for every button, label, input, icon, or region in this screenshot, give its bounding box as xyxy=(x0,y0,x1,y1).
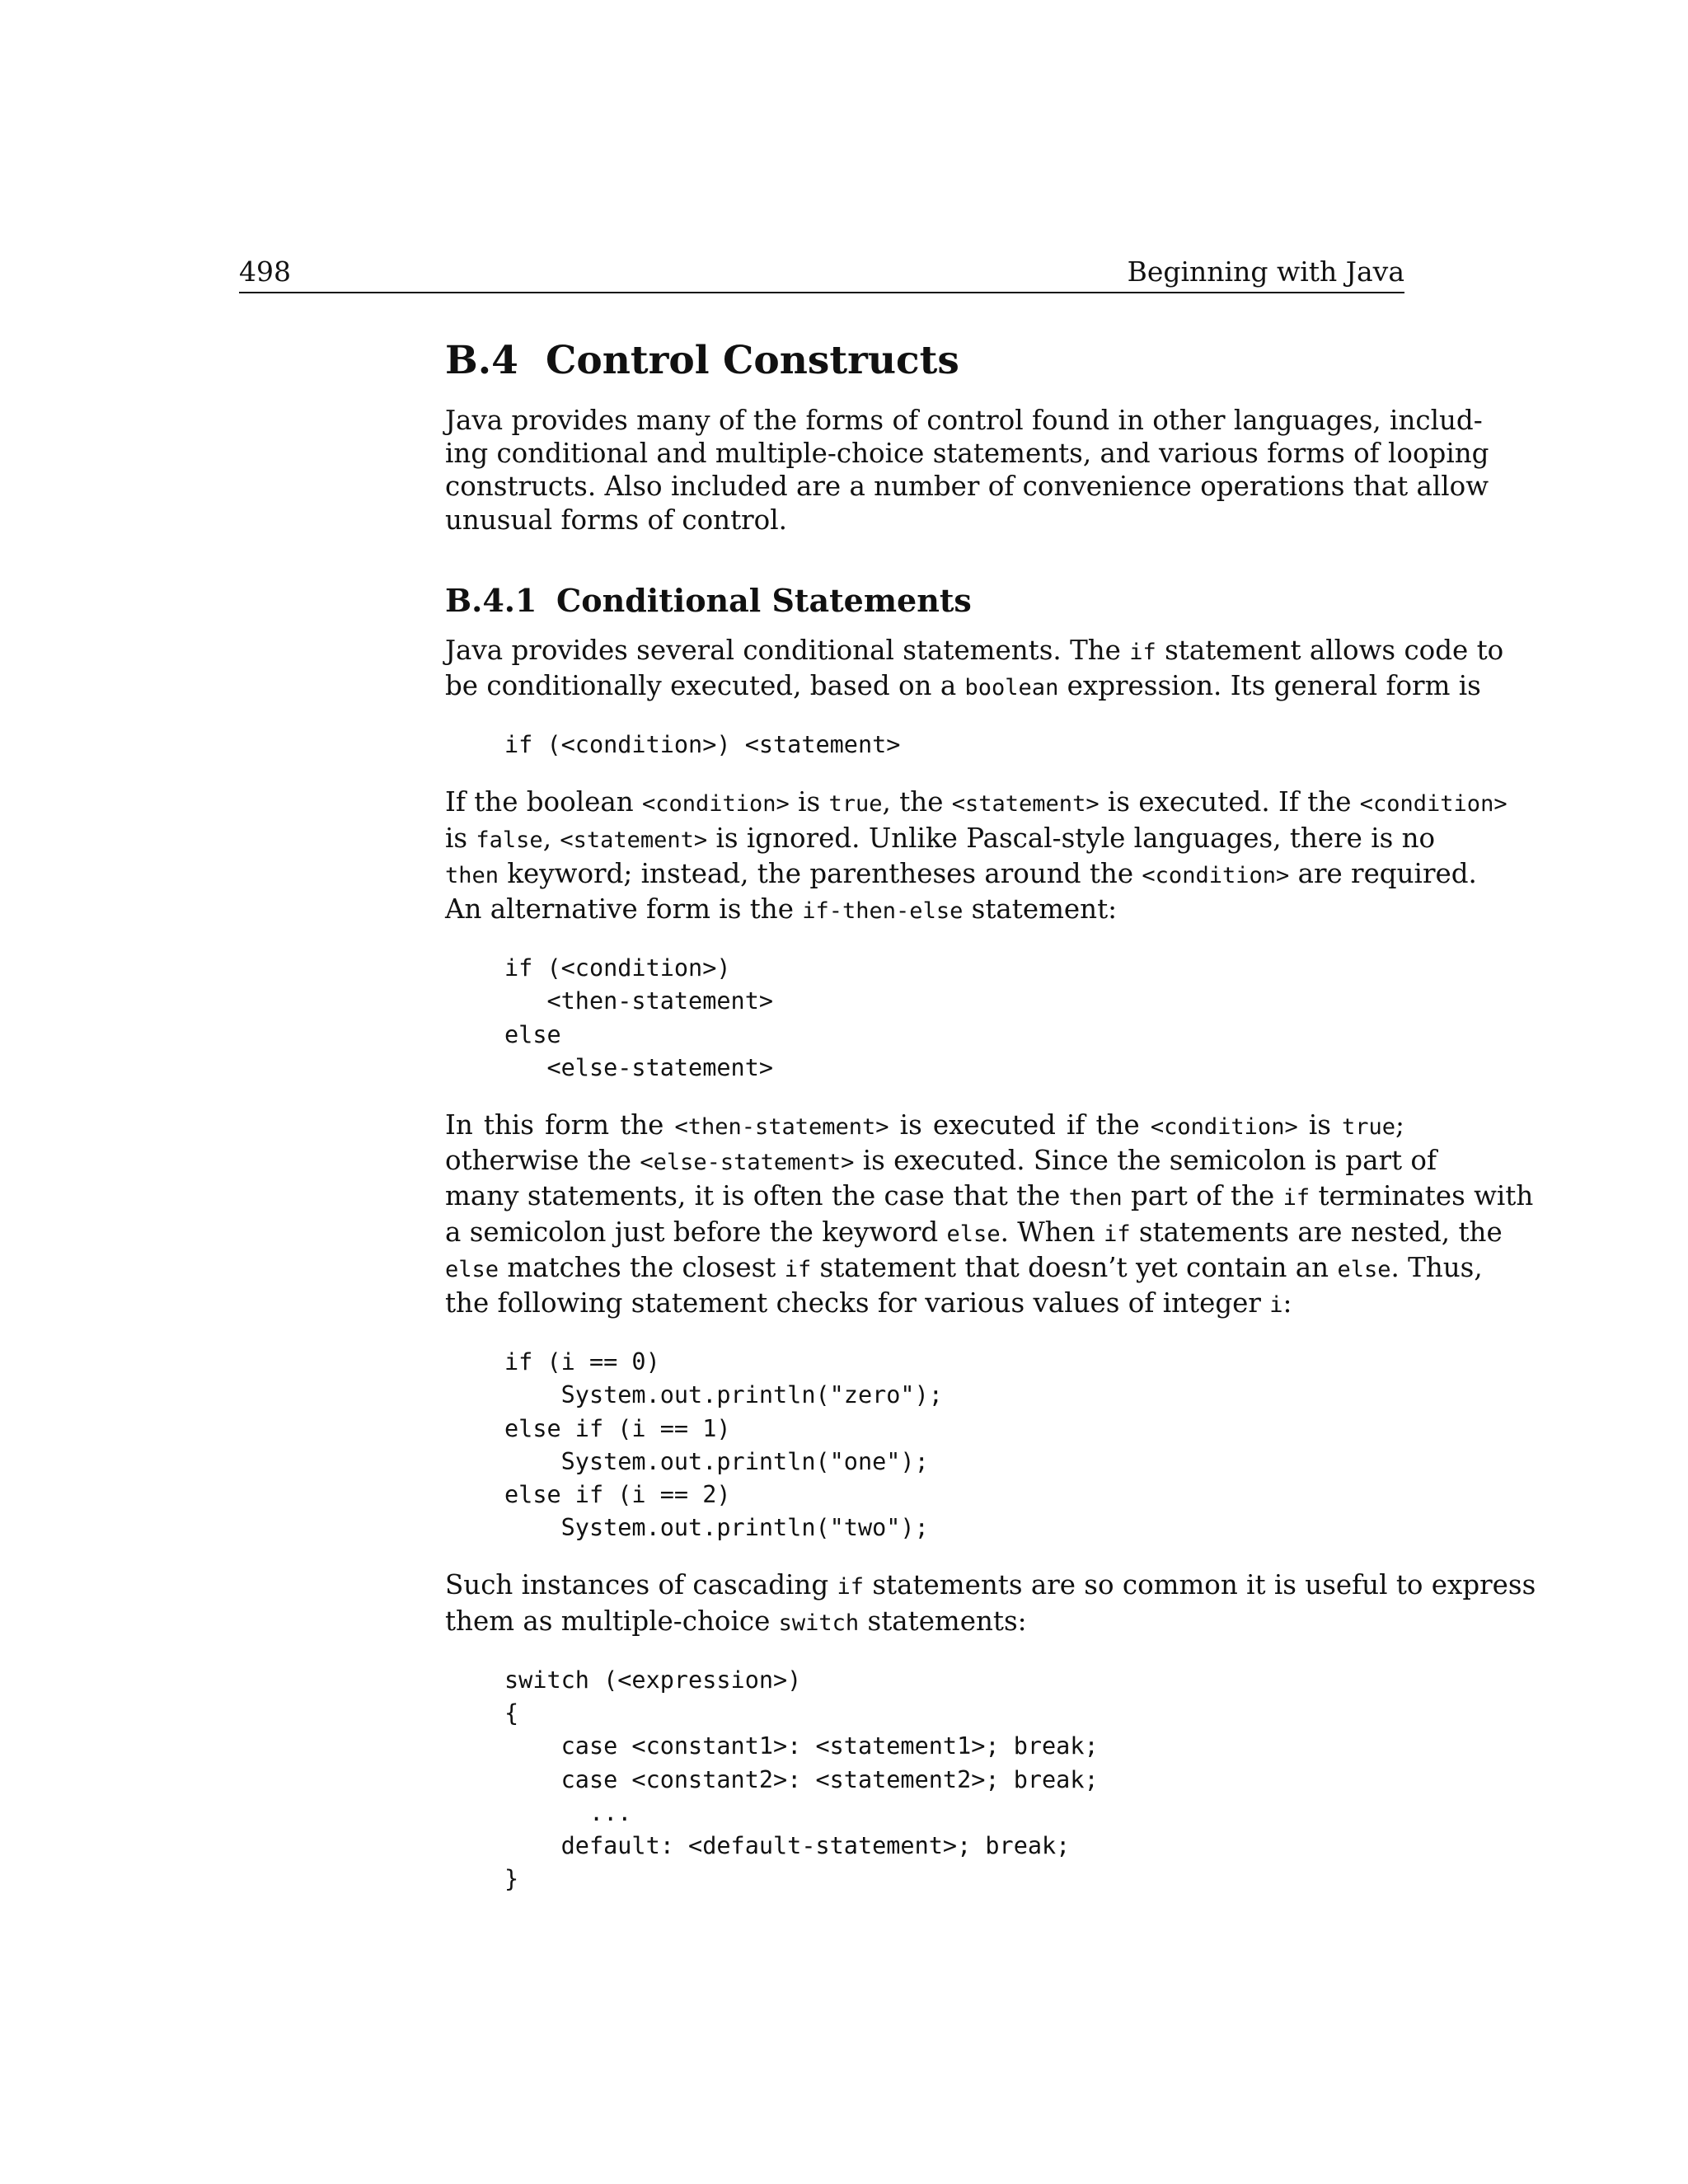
running-header xyxy=(239,252,1404,293)
paragraph-line: constructs. Also included are a number of convenience operations that allow xyxy=(445,471,1489,503)
subsection-heading xyxy=(445,571,1404,630)
page-body xyxy=(445,326,1536,1896)
paragraph-line: ing conditional and multiple-choice statements, and various forms of looping xyxy=(445,438,1489,470)
paragraph-if-then-else-description xyxy=(445,1108,1534,1322)
paragraph-line: If the boolean <condition> is true, the <statement> is executed. If the <condition> xyxy=(445,786,1507,818)
paragraph-line: then keyword; instead, the parentheses around the <condition> are required. xyxy=(445,857,1477,889)
paragraph-line: otherwise the <else-statement> is executed. Since the semicolon is part of xyxy=(445,1145,1437,1177)
paragraph-line: unusual forms of control. xyxy=(445,504,787,536)
paragraph-conditional-intro xyxy=(445,634,1504,705)
subsection-number: B.4.1 xyxy=(445,581,537,619)
paragraph-line: the following statement checks for various values of integer i: xyxy=(445,1287,1292,1319)
paragraph-line: be conditionally executed, based on a boolean expression. Its general form is xyxy=(445,670,1481,702)
paragraph-line: many statements, it is often the case that the then part of the if terminates with xyxy=(445,1180,1534,1212)
section-heading xyxy=(445,326,1404,396)
paragraph-line: Java provides several conditional statements. The if statement allows code to xyxy=(445,634,1504,666)
paragraph-line: them as multiple-choice switch statements: xyxy=(445,1605,1027,1637)
code-block-switch: switch (<expression>) { case <constant1>: <statement1>; break; case <constant2>: <statement2>; break; ... default: <default-statement>; break; } xyxy=(504,1666,1099,1893)
paragraph-line: In this form the <then-statement> is executed if the <condition> is true; xyxy=(445,1109,1404,1141)
paragraph-line: An alternative form is the if-then-else statement: xyxy=(445,893,1118,926)
code-block-cascading-if: if (i == 0) System.out.println("zero"); else if (i == 1) System.out.println("one"); else if (i == 2) System.out.println("two"); xyxy=(504,1348,943,1542)
code-block-if-then-else: if (<condition>) <then-statement> else <else-statement> xyxy=(504,954,774,1081)
paragraph-line: is false, <statement> is ignored. Unlike Pascal-style languages, there is no xyxy=(445,822,1436,854)
section-title: Control Constructs xyxy=(546,338,959,383)
page-number: 498 xyxy=(239,255,291,288)
running-title: Beginning with Java xyxy=(1127,255,1404,288)
section-number: B.4 xyxy=(445,338,518,383)
paragraph-line: Such instances of cascading if statements are so common it is useful to express xyxy=(445,1569,1536,1601)
paragraph-line: else matches the closest if statement that doesn’t yet contain an else. Thus, xyxy=(445,1251,1483,1283)
paragraph-line: a semicolon just before the keyword else. When if statements are nested, the xyxy=(445,1216,1503,1248)
paragraph-switch-intro xyxy=(445,1568,1536,1639)
code-block-if: if (<condition>) <statement> xyxy=(504,731,901,759)
subsection-title: Conditional Statements xyxy=(556,581,972,619)
intro-paragraph xyxy=(445,404,1489,537)
paragraph-line: Java provides many of the forms of control found in other languages, includ- xyxy=(445,405,1483,436)
paragraph-if-description xyxy=(445,785,1507,928)
